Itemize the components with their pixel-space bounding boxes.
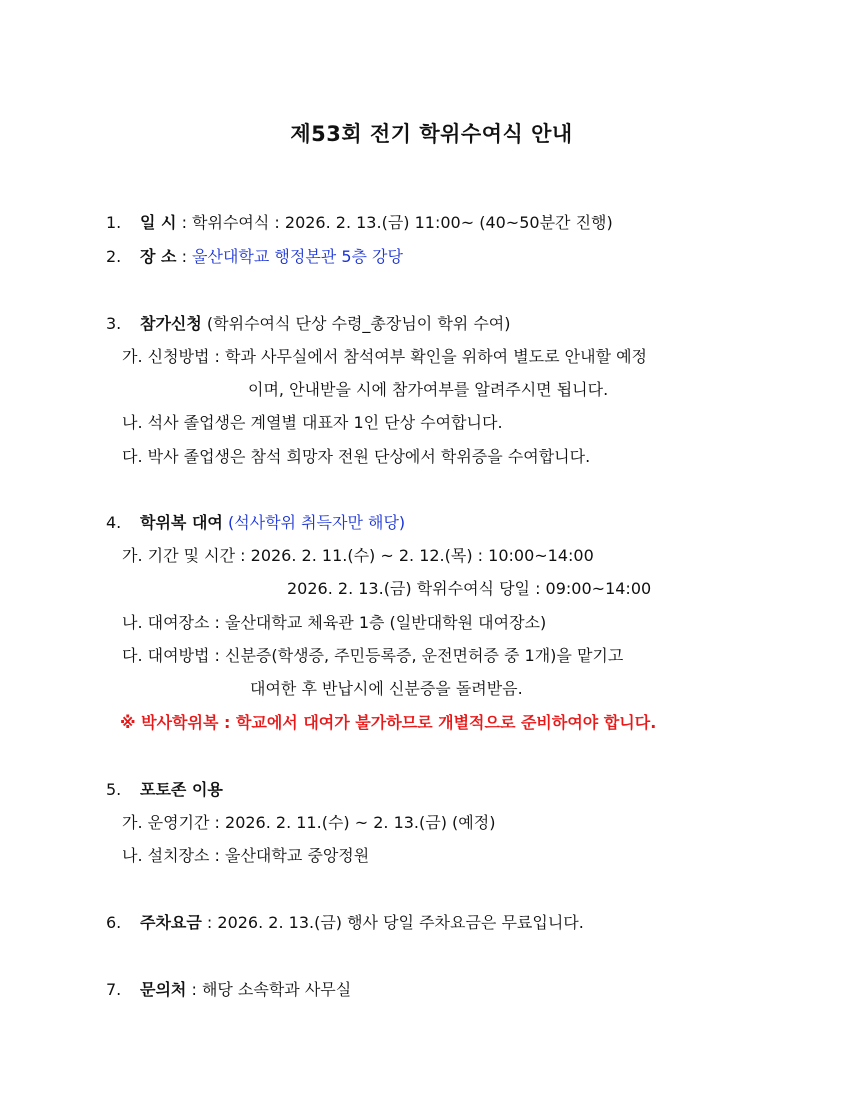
sub-item-continued: 대여한 후 반납시에 신분증을 돌려받음. [250, 679, 523, 698]
item-sep: : [176, 247, 193, 266]
sub-item: 가. 기간 및 시간 : 2026. 2. 11.(수) ~ 2. 12.(목) : 10:00~14:00 [122, 546, 594, 565]
item-label: 포토존 이용 [140, 780, 223, 799]
item-registration [106, 313, 511, 335]
item-date [106, 212, 613, 234]
item-note: (석사학위 취득자만 해당) [222, 513, 406, 532]
item-text: 울산대학교 행정본관 5층 강당 [192, 247, 403, 266]
sub-item-continued: 2026. 2. 13.(금) 학위수여식 당일 : 09:00~14:00 [287, 579, 652, 598]
sub-item: 다. 박사 졸업생은 참석 희망자 전원 단상에서 학위증을 수여합니다. [122, 447, 591, 466]
item-gown-rental [106, 512, 405, 534]
item-number: 4. [106, 513, 122, 532]
sub-item: 나. 대여장소 : 울산대학교 체육관 1층 (일반대학원 대여장소) [122, 613, 547, 632]
item-text: (학위수여식 단상 수령_총장님이 학위 수여) [201, 314, 511, 333]
sub-item: 나. 석사 졸업생은 계열별 대표자 1인 단상 수여합니다. [122, 413, 503, 432]
sub-item-continued: 이며, 안내받을 시에 참가여부를 알려주시면 됩니다. [248, 380, 609, 399]
item-label: 주차요금 [140, 913, 202, 932]
item-number: 5. [106, 780, 122, 799]
item-sep: : [176, 213, 193, 232]
item-text: : 해당 소속학과 사무실 [186, 980, 352, 999]
item-number: 1. [106, 213, 122, 232]
item-text: : 2026. 2. 13.(금) 행사 당일 주차요금은 무료입니다. [201, 913, 584, 932]
item-label: 일 시 [140, 213, 177, 232]
item-label: 참가신청 [140, 314, 202, 333]
item-parking [106, 912, 584, 934]
item-label: 장 소 [140, 247, 177, 266]
sub-item: 가. 신청방법 : 학과 사무실에서 참석여부 확인을 위하여 별도로 안내할 예정 [122, 347, 648, 366]
item-photo-zone [106, 779, 223, 801]
page-title: 제53회 전기 학위수여식 안내 [290, 122, 573, 146]
item-number: 2. [106, 247, 122, 266]
warning-note: ※ 박사학위복 : 학교에서 대여가 불가하므로 개별적으로 준비하여야 합니다. [120, 713, 657, 732]
item-number: 7. [106, 980, 122, 999]
sub-item: 다. 대여방법 : 신분증(학생증, 주민등록증, 운전면허증 중 1개)을 맡기고 [122, 646, 624, 665]
item-label: 학위복 대여 [140, 513, 223, 532]
item-number: 6. [106, 913, 122, 932]
item-venue [106, 246, 403, 268]
item-label: 문의처 [140, 980, 187, 999]
item-number: 3. [106, 314, 122, 333]
item-text: 학위수여식 : 2026. 2. 13.(금) 11:00~ (40~50분간 진행) [192, 213, 613, 232]
sub-item: 가. 운영기간 : 2026. 2. 11.(수) ~ 2. 13.(금) (예정) [122, 813, 496, 832]
item-contact [106, 979, 351, 1001]
sub-item: 나. 설치장소 : 울산대학교 중앙정원 [122, 846, 370, 865]
